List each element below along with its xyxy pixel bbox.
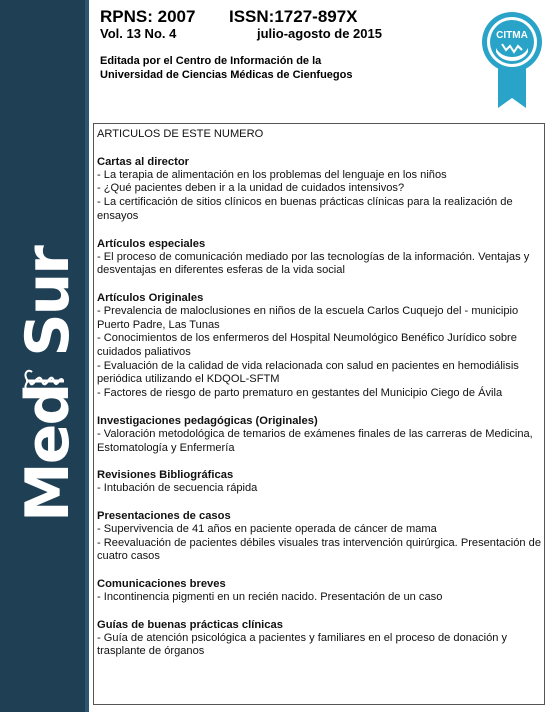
issue-date: julio-agosto de 2015 [257,26,382,41]
article-link[interactable]: - Intubación de secuencia rápida [97,482,258,495]
rpns-label: RPNS: 2007 [100,7,196,26]
article-link[interactable]: - Prevalencia de maloclusiones en niños de la escuela Carlos Cuquejo del - municipio Puerto Padre, Las Tunas [97,304,519,331]
section-title: Presentaciones de casos [97,509,231,522]
medisur-logo [13,247,83,522]
article-link[interactable]: - ¿Qué pacientes deben ir a la unidad de cuidados intensivos? [97,182,405,195]
article-link[interactable]: - Guía de atención psicológica a pacientes y familiares en el proceso de donación y trasplante de órganos [97,631,508,658]
article-section [97,291,544,401]
section-title: Revisiones Bibliográficas [97,469,234,482]
article-link[interactable]: - Factores de riesgo de parto prematuro en gestantes del Municipio Ciego de Ávila [97,387,503,400]
articles-box [93,123,545,705]
article-link[interactable]: - Supervivencia de 41 años en paciente operada de cáncer de mama [97,522,437,535]
logo-text-part1: Med [13,384,83,522]
articles-heading: ARTICULOS DE ESTE NUMERO [97,128,264,140]
section-title: Artículos especiales [97,237,206,250]
article-section [97,237,544,278]
sections-list [97,155,544,659]
article-section [97,509,544,564]
article-link[interactable]: - El proceso de comunicación mediado por las tecnologías de la información. Ventajas y desventajas en diferentes esferas de la vida social [97,250,530,277]
badge-text: CITMA [496,30,528,41]
section-title: Cartas al director [97,155,190,168]
section-title: Artículos Originales [97,291,204,304]
caduceus-icon [22,368,66,394]
section-title: Investigaciones pedagógicas (Originales) [97,414,318,427]
header-id-row [100,7,358,27]
article-link[interactable]: - Evaluación de la calidad de vida relacionada con salud en pacientes en hemodiálisis periódica utilizando el KDQOL-SFTM [97,359,519,386]
publisher-info [100,54,352,82]
volume-label: Vol. 13 No. 4 [100,26,177,41]
sidebar [0,0,89,712]
publisher-line-2: Universidad de Ciencias Médicas de Cienfuegos [100,69,353,81]
header-issue-row [100,26,382,41]
section-title: Comunicaciones breves [97,578,226,591]
article-link[interactable]: - Valoración metodológica de temarios de exámenes finales de las carreras de Medicina, Estomatología y Enfermería [97,427,533,454]
logo-text-part2: Sur [13,247,83,357]
article-link[interactable]: - Conocimientos de los enfermeros del Hospital Neumológico Benéfico Jurídico sobre cuidados paliativos [97,332,517,359]
article-link[interactable]: - La certificación de sitios clínicos en buenas prácticas clínicas para la realización de ensayos [97,196,513,222]
article-link[interactable]: - La terapia de alimentación en los problemas del lenguaje en los niños [97,168,447,181]
article-link[interactable]: - Incontinencia pigmenti en un recién nacido. Presentación de un caso [97,591,443,604]
article-section [97,414,544,455]
article-section [97,577,544,605]
article-section [97,468,544,496]
article-section [97,155,544,224]
logo-text [13,247,83,522]
article-link[interactable]: - Reevaluación de pacientes débiles visuales tras intervención quirúrgica. Presentación de cuatro casos [97,536,542,563]
journal-header [89,0,550,120]
publisher-line-1: Editada por el Centro de Información de la [100,55,322,67]
section-title: Guías de buenas prácticas clínicas [97,618,283,631]
citma-badge-icon [480,8,544,112]
issn-label: ISSN:1727-897X [229,7,358,26]
article-section [97,618,544,659]
